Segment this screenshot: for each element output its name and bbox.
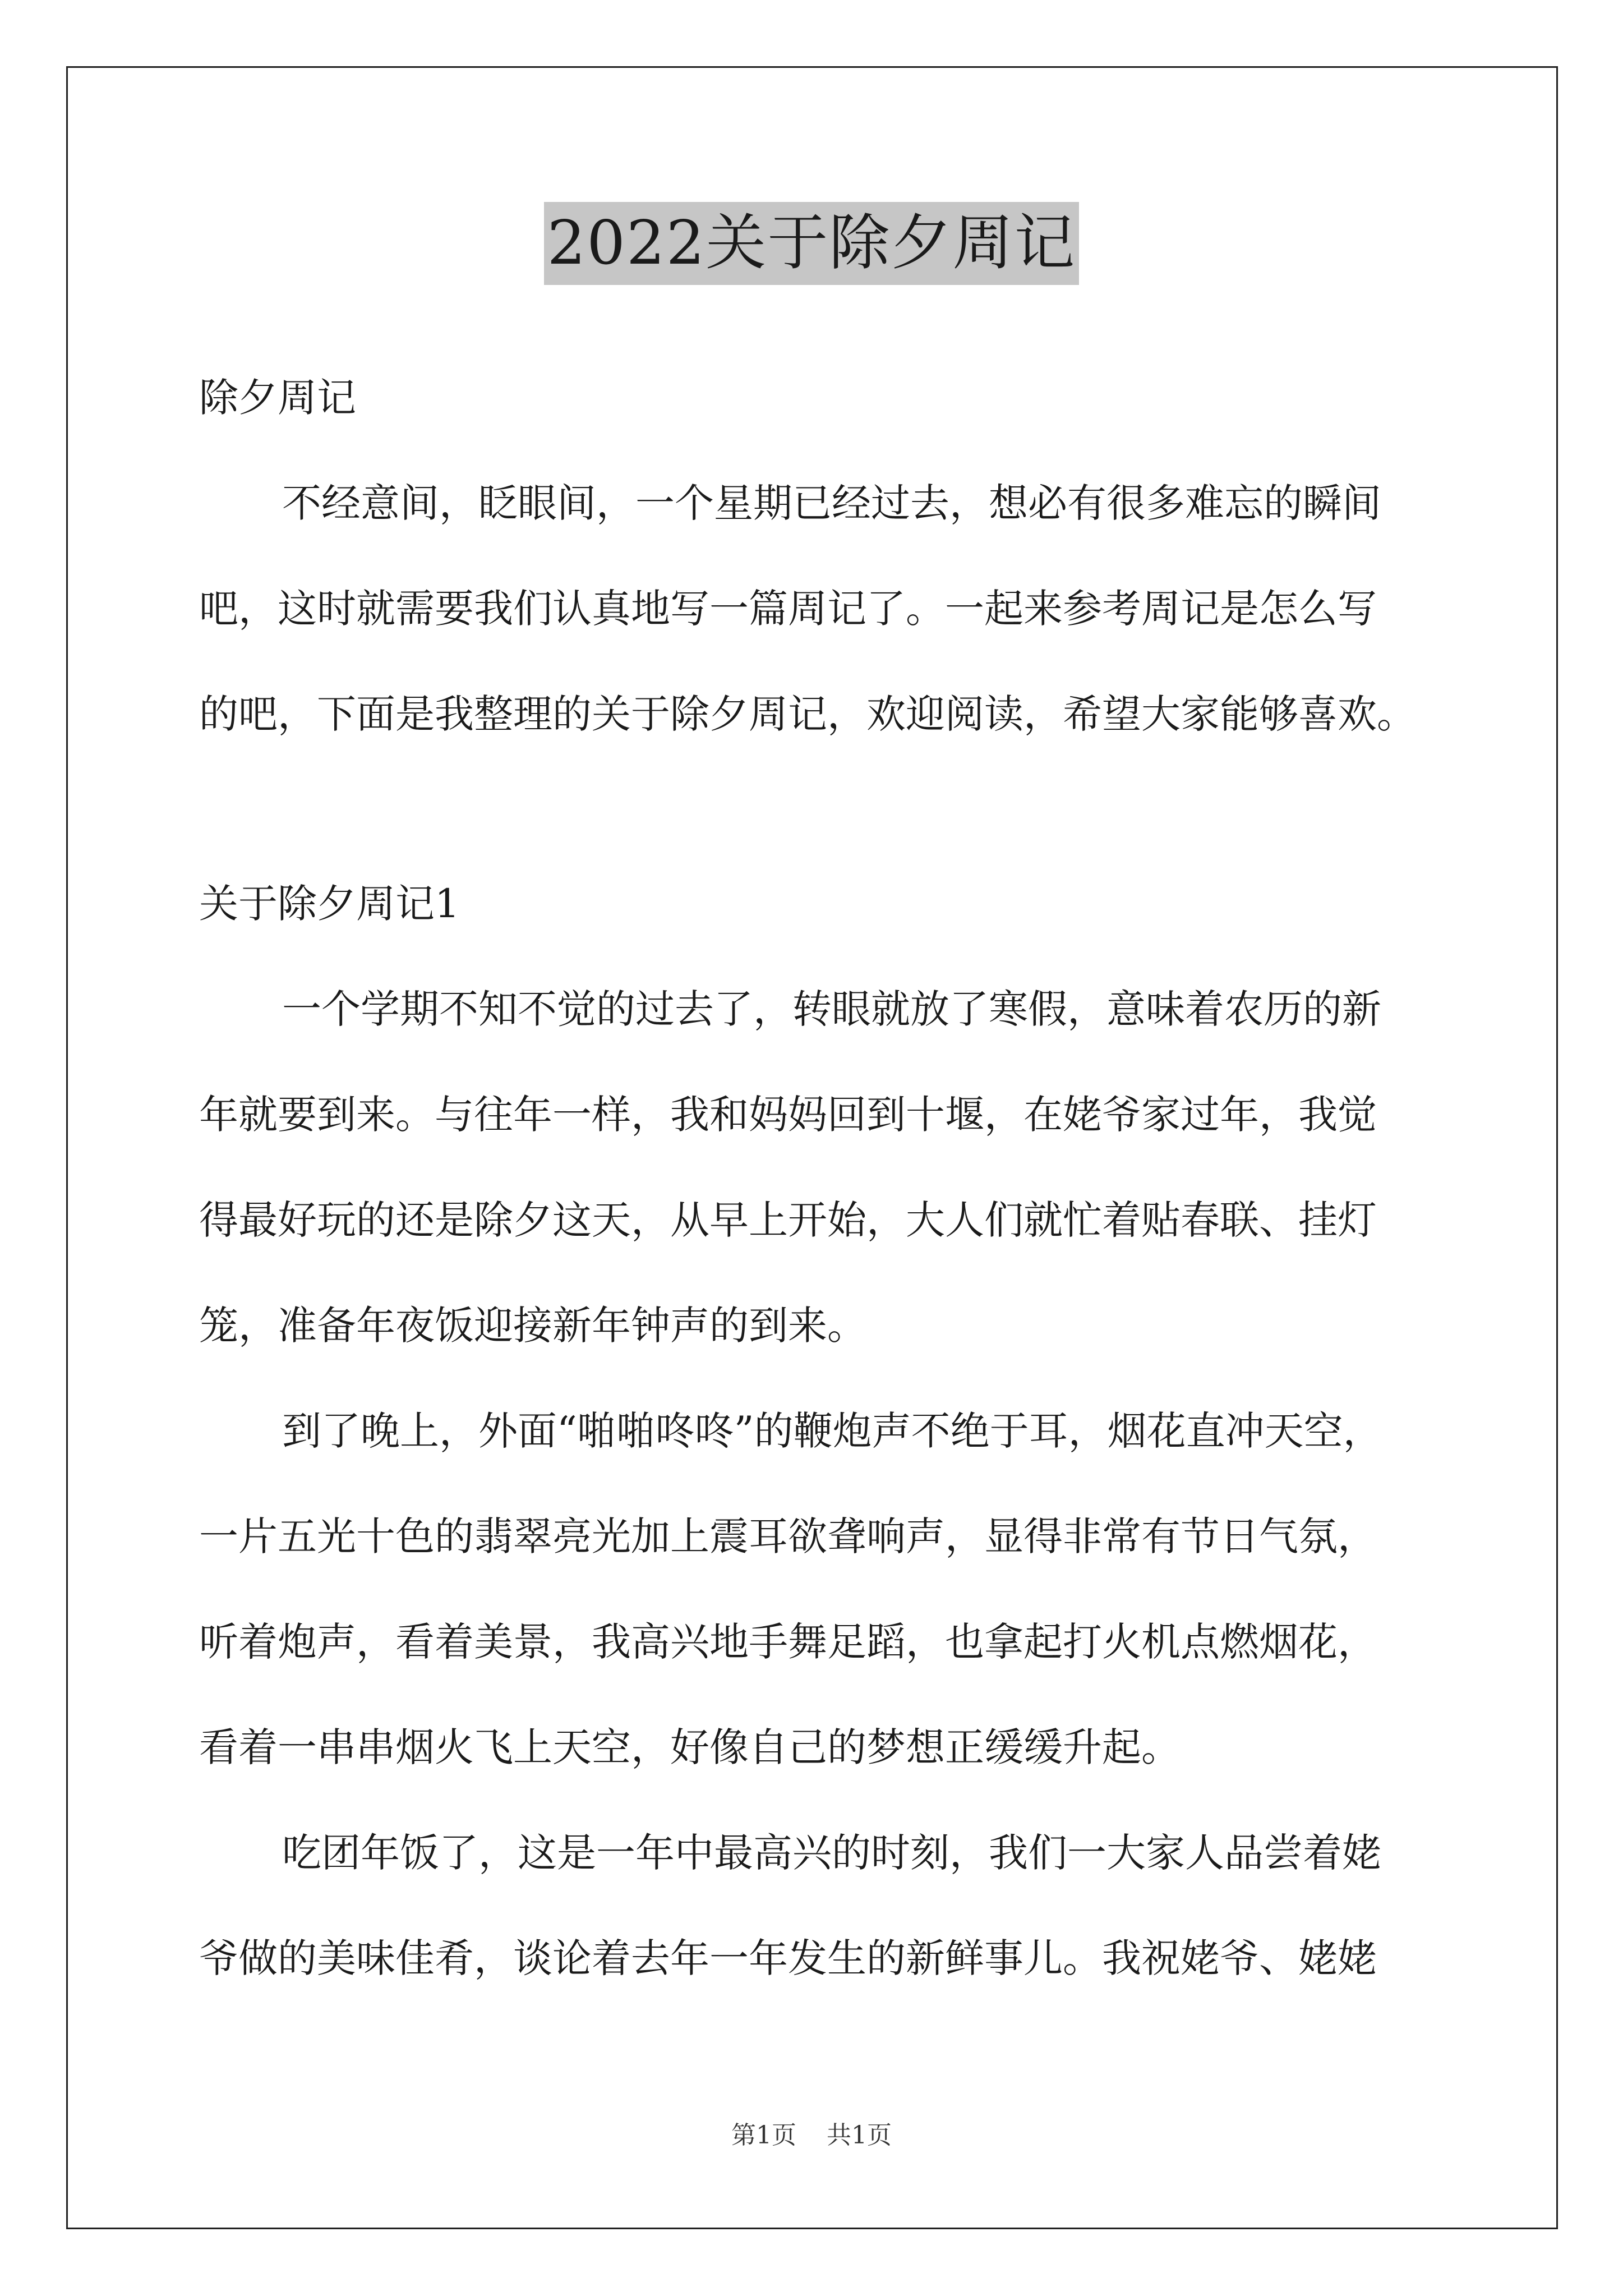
paragraph bbox=[199, 1378, 1427, 1800]
paragraph-line: 听着炮声，看着美景，我高兴地手舞足蹈，也拿起打火机点燃烟花， bbox=[199, 1619, 1377, 1665]
paragraph-line: 到了晚上，外面“啪啪咚咚”的鞭炮声不绝于耳，烟花直冲天空， bbox=[282, 1408, 1382, 1454]
paragraph-line: 吃团年饭了，这是一年中最高兴的时刻，我们一大家人品尝着姥 bbox=[282, 1830, 1381, 1876]
page-footer bbox=[0, 2115, 1623, 2151]
document-title: 2022关于除夕周记 bbox=[544, 202, 1080, 285]
page-number: 第1页 bbox=[731, 2121, 796, 2150]
paragraph-line: 爷做的美味佳肴，谈论着去年一年发生的新鲜事儿。我祝姥爷、姥姥 bbox=[199, 1935, 1377, 1981]
paragraph-line: 年就要到来。与往年一样，我和妈妈回到十堰，在姥爷家过年，我觉 bbox=[199, 1092, 1377, 1138]
paragraph-line: 得最好玩的还是除夕这天，从早上开始，大人们就忙着贴春联、挂灯 bbox=[199, 1197, 1377, 1243]
intro-line: 不经意间，眨眼间，一个星期已经过去，想必有很多难忘的瞬间 bbox=[282, 480, 1381, 526]
paragraph-line: 一片五光十色的翡翠亮光加上震耳欲聋响声，显得非常有节日气氛， bbox=[199, 1513, 1377, 1559]
heading: 除夕周记 bbox=[199, 375, 356, 421]
title-container bbox=[0, 202, 1623, 285]
paragraph-line: 一个学期不知不觉的过去了，转眼就放了寒假，意味着农历的新 bbox=[282, 986, 1381, 1032]
paragraph-line: 笼，准备年夜饭迎接新年钟声的到来。 bbox=[199, 1303, 866, 1349]
intro-line: 吧，这时就需要我们认真地写一篇周记了。一起来参考周记是怎么写 bbox=[199, 586, 1377, 632]
paragraph-line: 看着一串串烟火飞上天空，好像自己的梦想正缓缓升起。 bbox=[199, 1724, 1181, 1770]
paragraph bbox=[199, 956, 1427, 1378]
intro-line: 的吧，下面是我整理的关于除夕周记，欢迎阅读，希望大家能够喜欢。 bbox=[199, 691, 1416, 737]
intro-paragraph bbox=[199, 450, 1427, 767]
document-body bbox=[199, 345, 1427, 2011]
page-total: 共1页 bbox=[827, 2121, 892, 2150]
section-title: 关于除夕周记1 bbox=[199, 881, 460, 927]
spacer bbox=[199, 767, 1427, 851]
paragraph bbox=[199, 1800, 1427, 2011]
